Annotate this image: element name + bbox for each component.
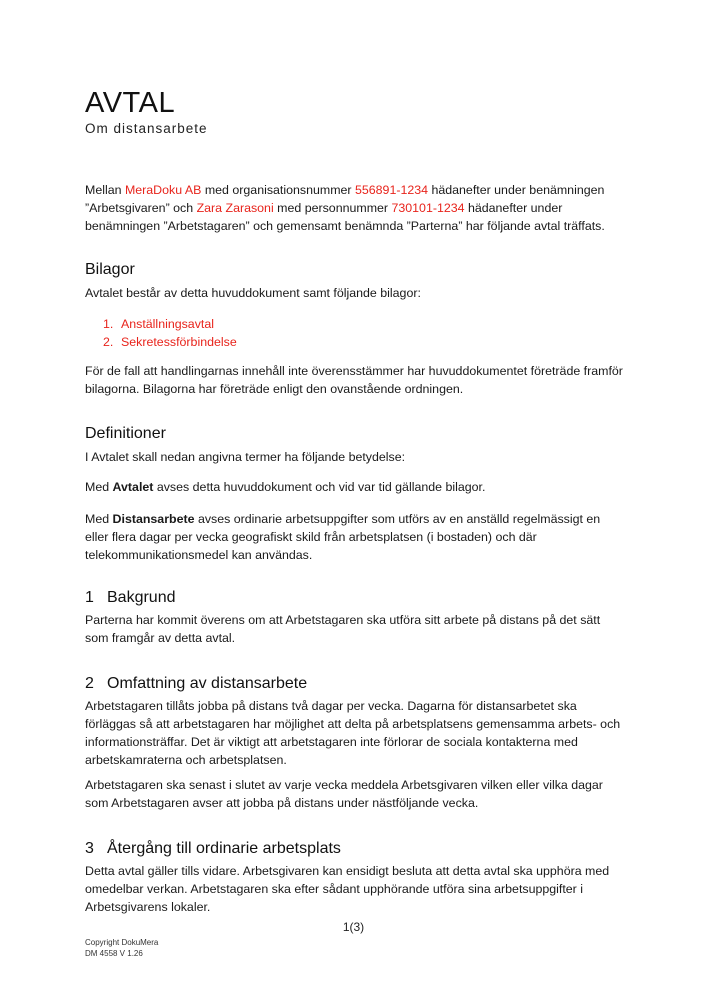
definition-distansarbete: Med Distansarbete avses ordinarie arbetsuppgifter som utförs av en anställd regelmässigt en eller flera dagar per vecka geografiskt skild från arbetsplatsen (i bostaden) och där telekommunikationsmedel kan användas. bbox=[85, 512, 601, 562]
definitioner-text: I Avtalet skall nedan angivna termer ha följande betydelse: bbox=[85, 450, 406, 464]
definition-avtalet: Med Avtalet avses detta huvuddokument och vid var tid gällande bilagor. bbox=[85, 480, 486, 494]
footer-copyright: Copyright DokuMera bbox=[85, 938, 159, 947]
section-heading-definitioner: Definitioner bbox=[85, 425, 166, 442]
employee-name: Zara Zarasoni bbox=[196, 201, 274, 215]
section-heading-2: 2 Omfattning av distansarbete bbox=[85, 675, 308, 692]
footer bbox=[85, 937, 158, 959]
page-number: 1(3) bbox=[342, 920, 365, 934]
section-2-paragraph-2: Arbetstagaren ska senast i slutet av varje vecka meddela Arbetsgivaren vilken eller vilka dagar som Arbetstagaren avser att jobba på distans under nästföljande vecka. bbox=[85, 778, 603, 810]
personal-number: 730101-1234 bbox=[391, 201, 465, 215]
employer-name: MeraDoku AB bbox=[124, 183, 202, 197]
section-3-text: Detta avtal gäller tills vidare. Arbetsgivaren kan ensidigt besluta att detta avtal ska upphöra med omedelbar verkan. Arbetstagaren ska efter sådant upphörande utföra sina arbetsuppgifter i Arbetsgivarens lokaler. bbox=[85, 864, 610, 914]
section-1-text: Parterna har kommit överens om att Arbetstagaren ska utföra sitt arbete på distans på det sätt som framgår av detta avtal. bbox=[85, 613, 601, 645]
bilagor-text: Avtalet består av detta huvuddokument samt följande bilagor: bbox=[85, 286, 421, 300]
org-number: 556891-1234 bbox=[354, 183, 429, 197]
section-heading-3: 3 Återgång till ordinarie arbetsplats bbox=[85, 840, 341, 857]
list-item: 2. Sekretessförbindelse bbox=[103, 335, 237, 349]
list-item: 1. Anställningsavtal bbox=[103, 317, 214, 331]
intro-paragraph: Mellan MeraDoku AB med organisationsnummer 556891-1234 hädanefter under benämningen ”Arbetsgivaren” och Zara Zarasoni med personnummer 730101-1234 hädanefter under benämningen ”Arbetstagaren” och gemensamt benämnda ”Parterna” har följande avtal träffats. bbox=[85, 183, 605, 233]
document-subtitle: Om distansarbete bbox=[85, 121, 208, 136]
attachments-list bbox=[103, 315, 237, 351]
section-2-paragraph-1: Arbetstagaren tillåts jobba på distans två dagar per vecka. Dagarna för distansarbetet ska förläggas så att arbetstagaren har möjlighet att delta på arbetsplatsens gemensamma arbets- och informationsträffar. Det är viktigt att arbetstagaren inte förlorar de sociala kontakterna med arbetskamraterna och arbetsplatsen. bbox=[85, 699, 621, 767]
section-heading-1: 1 Bakgrund bbox=[85, 589, 176, 606]
section-heading-bilagor: Bilagor bbox=[85, 261, 135, 278]
bilagor-precedence-text: För de fall att handlingarnas innehåll inte överensstämmer har huvuddokumentet företräde framför bilagorna. Bilagorna har företräde enligt den ovanstående ordningen. bbox=[85, 364, 623, 396]
footer-version: DM 4558 V 1.26 bbox=[85, 949, 143, 958]
document-title: AVTAL bbox=[85, 87, 176, 119]
